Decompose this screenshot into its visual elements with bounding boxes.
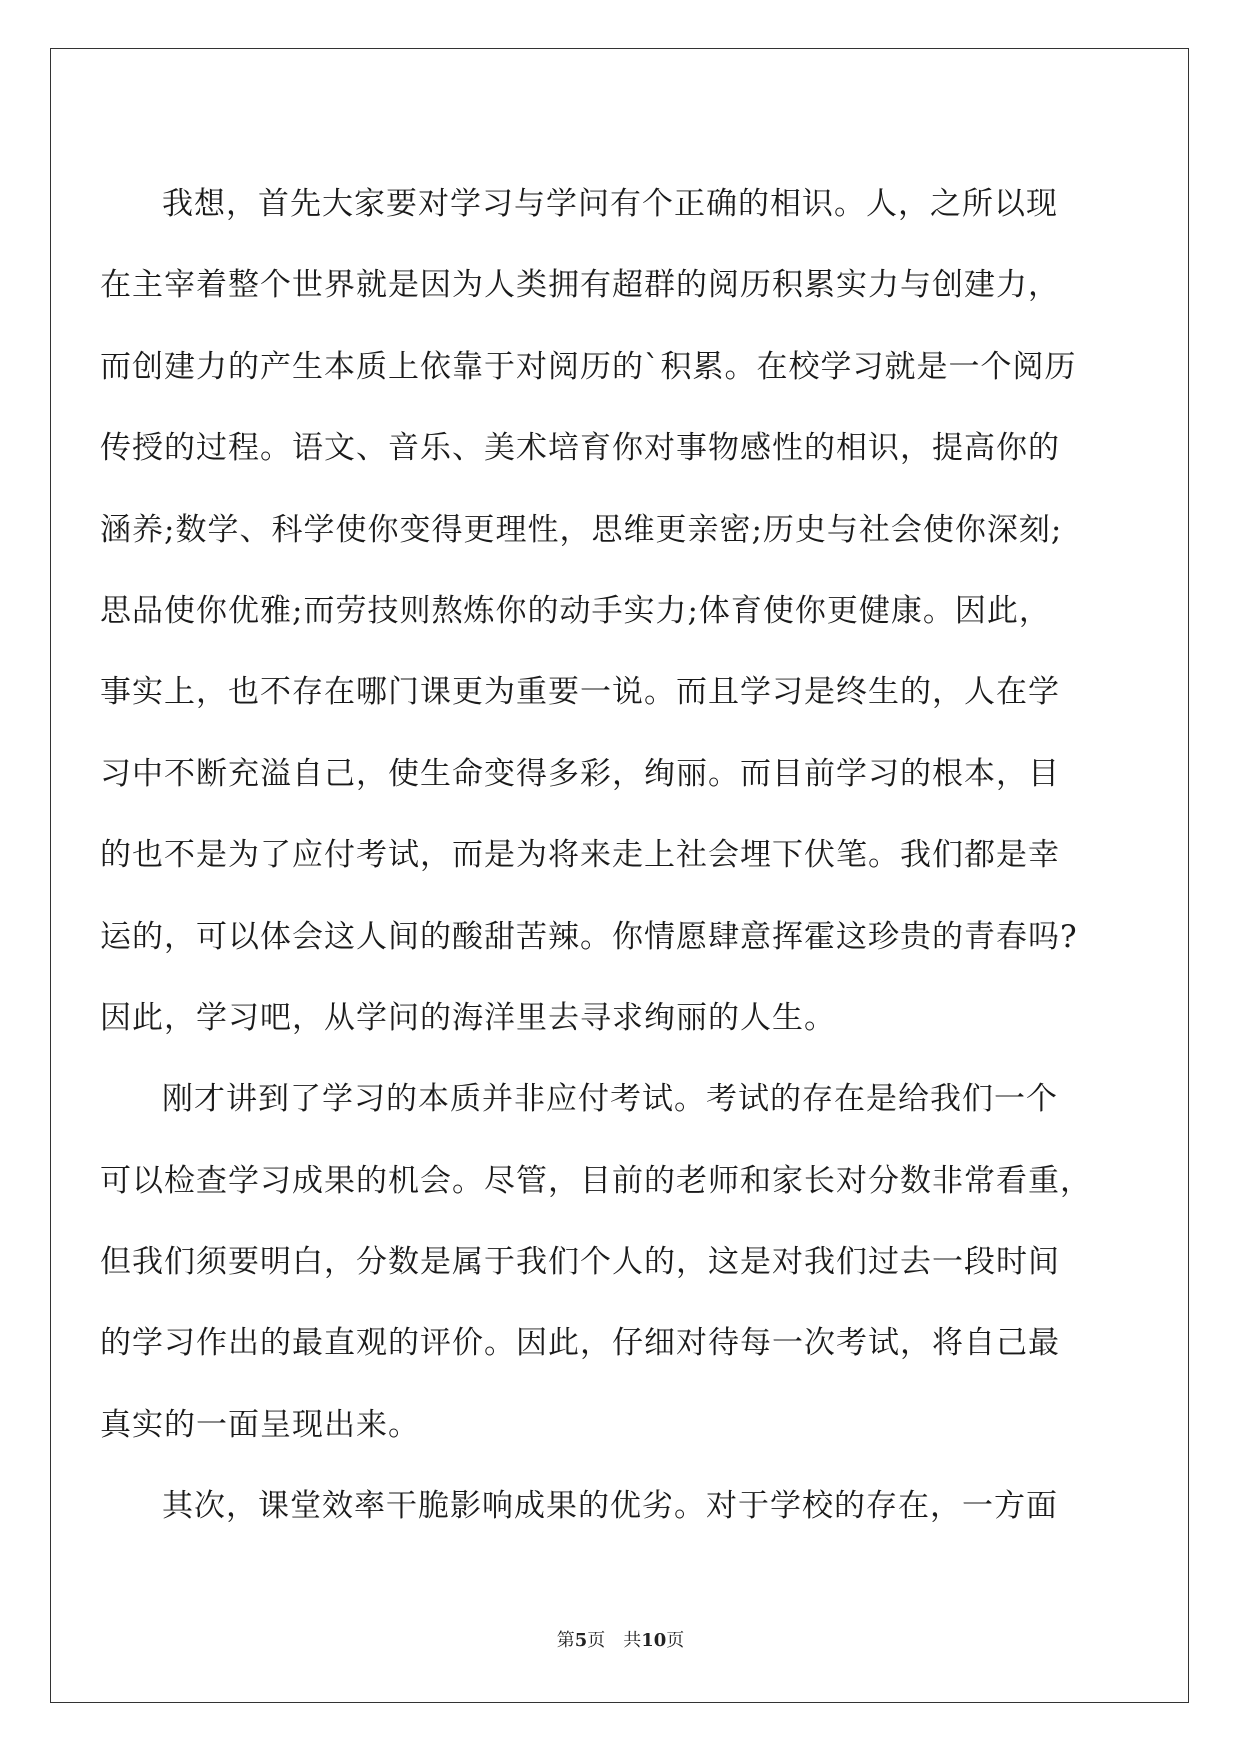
page-footer <box>0 1626 1241 1652</box>
text-line: 的也不是为了应付考试，而是为将来走上社会埋下伏笔。我们都是幸 <box>100 837 1060 874</box>
text-line: 思品使你优雅;而劳技则熬炼你的动手实力;体育使你更健康。因此， <box>100 592 1051 629</box>
page-suffix: 页 <box>587 1630 606 1651</box>
total-suffix: 页 <box>666 1630 685 1651</box>
document-body <box>100 164 1140 1548</box>
text-line: 我想，首先大家要对学习与学问有个正确的相识。人，之所以现 <box>162 186 1058 222</box>
total-pages: 10 <box>641 1630 667 1651</box>
text-line: 真实的一面呈现出来。 <box>100 1406 420 1443</box>
text-line: 可以检查学习成果的机会。尽管，目前的老师和家长对分数非常看重， <box>100 1162 1092 1199</box>
text-line: 但我们须要明白，分数是属于我们个人的，这是对我们过去一段时间 <box>100 1244 1060 1281</box>
text-line: 的学习作出的最直观的评价。因此，仔细对待每一次考试，将自己最 <box>100 1325 1060 1362</box>
text-line: 而创建力的产生本质上依靠于对阅历的`积累。在校学习就是一个阅历 <box>100 348 1077 385</box>
text-line: 事实上，也不存在哪门课更为重要一说。而且学习是终生的，人在学 <box>100 674 1060 711</box>
page-number: 5 <box>574 1630 588 1651</box>
text-line: 其次，课堂效率干脆影响成果的优劣。对于学校的存在，一方面 <box>162 1488 1058 1525</box>
text-line: 在主宰着整个世界就是因为人类拥有超群的阅历积累实力与创建力， <box>100 267 1060 304</box>
text-line: 传授的过程。语文、音乐、美术培育你对事物感性的相识，提高你的 <box>100 430 1060 467</box>
text-line: 因此，学习吧，从学问的海洋里去寻求绚丽的人生。 <box>100 999 836 1036</box>
text-line: 运的，可以体会这人间的酸甜苦辣。你情愿肆意挥霍这珍贵的青春吗? <box>100 918 1078 955</box>
total-prefix: 共 <box>623 1630 642 1651</box>
page-prefix: 第 <box>556 1630 575 1651</box>
text-line: 刚才讲到了学习的本质并非应付考试。考试的存在是给我们一个 <box>162 1081 1058 1118</box>
text-line: 习中不断充溢自己，使生命变得多彩，绚丽。而目前学习的根本，目 <box>100 755 1060 792</box>
text-line: 涵养;数学、科学使你变得更理性，思维更亲密;历史与社会使你深刻; <box>100 511 1063 548</box>
